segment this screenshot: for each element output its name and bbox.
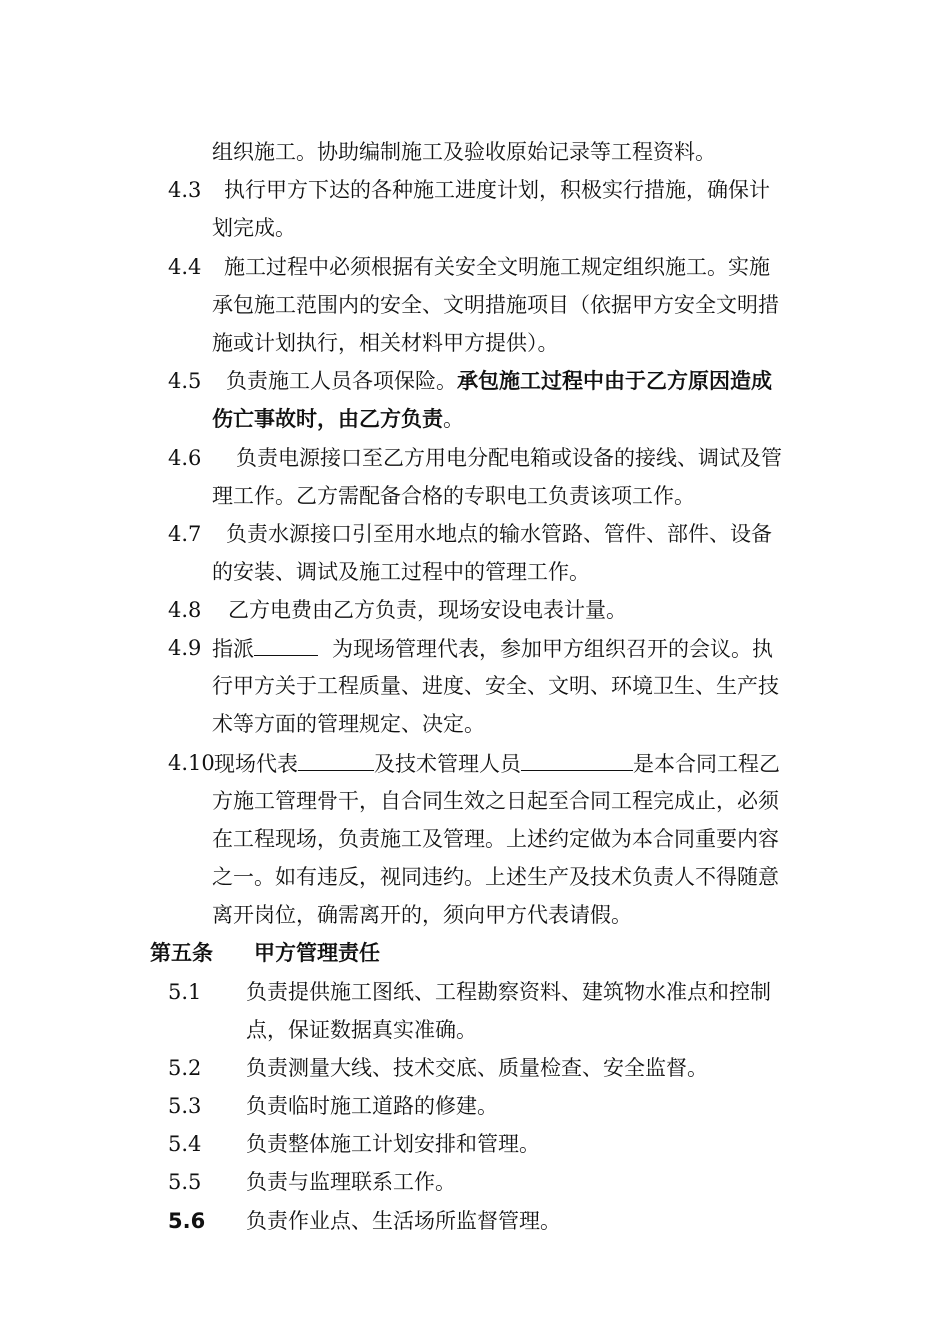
- clause-4-9-pre: 指派: [212, 637, 254, 661]
- clause-5-heading-title: 甲方管理责任: [254, 941, 380, 965]
- clause-4-7-number: 4.7: [168, 522, 202, 546]
- clause-5-4-line-1: 负责整体施工计划安排和管理。: [246, 1132, 540, 1156]
- clause-4-5-number: 4.5: [168, 369, 202, 393]
- technical-manager-blank[interactable]: [521, 750, 633, 771]
- clause-4-10-line-1: [214, 750, 780, 776]
- clause-4-5-bold-1: 承包施工过程中由于乙方原因造成: [457, 369, 772, 393]
- clause-4-7-line-1: 负责水源接口引至用水地点的输水管路、管件、部件、设备: [226, 522, 772, 546]
- clause-4-7-line-2: 的安装、调试及施工过程中的管理工作。: [212, 560, 590, 584]
- clause-4-9-line-2: 行甲方关于工程质量、进度、安全、文明、环境卫生、生产技: [212, 674, 779, 698]
- clause-4-4-line-3: 施或计划执行，相关材料甲方提供）。: [212, 331, 559, 355]
- clause-4-8-number: 4.8: [168, 598, 202, 622]
- clause-4-3-line-2: 划完成。: [212, 216, 296, 240]
- representative-name-blank[interactable]: [254, 635, 318, 656]
- clause-4-9-number: 4.9: [168, 636, 202, 660]
- clause-5-6-number: 5.6: [168, 1209, 206, 1233]
- clause-4-3-line-1: 执行甲方下达的各种施工进度计划，积极实行措施，确保计: [224, 178, 770, 202]
- clause-4-10-pre: 现场代表: [214, 752, 298, 776]
- clause-4-2-continuation: 组织施工。协助编制施工及验收原始记录等工程资料。: [212, 140, 716, 164]
- clause-5-1-line-2: 点，保证数据真实准确。: [246, 1018, 477, 1042]
- clause-4-8-line-1: 乙方电费由乙方负责，现场安设电表计量。: [228, 598, 627, 622]
- clause-4-9-post: 为现场管理代表，参加甲方组织召开的会议。执: [332, 637, 773, 661]
- clause-4-10-mid: 及技术管理人员: [374, 752, 521, 776]
- clause-4-6-line-2: 理工作。乙方需配备合格的专职电工负责该项工作。: [212, 484, 695, 508]
- clause-4-4-number: 4.4: [168, 255, 202, 279]
- clause-5-1-line-1: 负责提供施工图纸、工程勘察资料、建筑物水准点和控制: [246, 980, 771, 1004]
- clause-4-6-number: 4.6: [168, 446, 202, 470]
- clause-4-3-number: 4.3: [168, 178, 202, 202]
- clause-4-6-line-1: 负责电源接口至乙方用电分配电箱或设备的接线、调试及管: [236, 446, 782, 470]
- clause-5-5-line-1: 负责与监理联系工作。: [246, 1170, 456, 1194]
- clause-5-heading-number: 第五条: [150, 941, 213, 965]
- clause-4-5-end: 。: [443, 407, 464, 431]
- clause-4-4-line-2: 承包施工范围内的安全、文明措施项目（依据甲方安全文明措: [212, 293, 779, 317]
- clause-4-10-number: 4.10: [168, 751, 215, 775]
- clause-5-2-line-1: 负责测量大线、技术交底、质量检查、安全监督。: [246, 1056, 708, 1080]
- clause-4-5-plain: 负责施工人员各项保险。: [226, 369, 457, 393]
- clause-4-10-line-4: 之一。如有违反，视同违约。上述生产及技术负责人不得随意: [212, 865, 779, 889]
- clause-5-5-number: 5.5: [168, 1170, 202, 1194]
- clause-4-9-line-1: [212, 635, 773, 661]
- clause-4-10-line-5: 离开岗位，确需离开的，须向甲方代表请假。: [212, 903, 632, 927]
- clause-4-10-line-3: 在工程现场，负责施工及管理。上述约定做为本合同重要内容: [212, 827, 779, 851]
- site-representative-blank[interactable]: [298, 750, 374, 771]
- clause-4-4-line-1: 施工过程中必须根据有关安全文明施工规定组织施工。实施: [224, 255, 770, 279]
- clause-4-5-line-2: [212, 406, 464, 432]
- clause-5-4-number: 5.4: [168, 1132, 202, 1156]
- clause-4-5-line-1: [226, 368, 772, 394]
- clause-4-5-bold-2: 伤亡事故时，由乙方负责: [212, 407, 443, 431]
- clause-5-3-number: 5.3: [168, 1094, 202, 1118]
- clause-5-1-number: 5.1: [168, 980, 202, 1004]
- clause-4-10-line-2: 方施工管理骨干，自合同生效之日起至合同工程完成止，必须: [212, 789, 779, 813]
- clause-5-6-line-1: 负责作业点、生活场所监督管理。: [246, 1209, 561, 1233]
- clause-5-3-line-1: 负责临时施工道路的修建。: [246, 1094, 498, 1118]
- clause-4-10-post: 是本合同工程乙: [633, 752, 780, 776]
- clause-5-2-number: 5.2: [168, 1056, 202, 1080]
- clause-4-9-line-3: 术等方面的管理规定、决定。: [212, 712, 485, 736]
